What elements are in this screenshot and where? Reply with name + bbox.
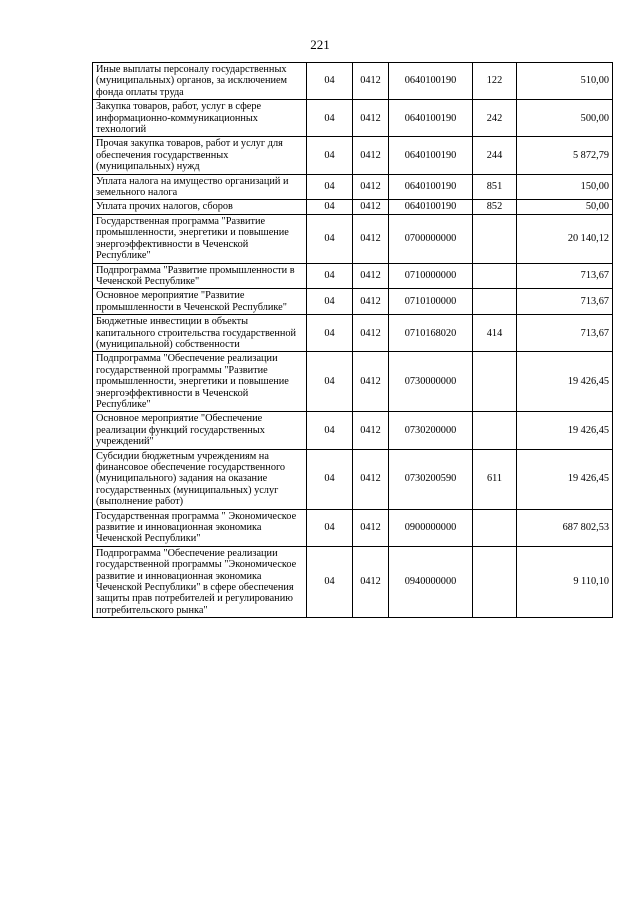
amount-cell: 50,00 — [517, 200, 613, 214]
expense-type-cell — [473, 214, 517, 263]
target-article-cell: 0900000000 — [389, 509, 473, 546]
section-code-cell: 04 — [307, 509, 353, 546]
expense-type-cell: 244 — [473, 137, 517, 174]
amount-cell: 510,00 — [517, 63, 613, 100]
target-article-cell: 0730200000 — [389, 412, 473, 449]
section-code-cell: 04 — [307, 214, 353, 263]
section-code-cell: 04 — [307, 100, 353, 137]
target-article-cell: 0640100190 — [389, 174, 473, 200]
table-row — [93, 412, 613, 449]
target-article-cell: 0710168020 — [389, 315, 473, 352]
table-row — [93, 174, 613, 200]
table-row — [93, 63, 613, 100]
row-name-cell: Основное мероприятие "Развитие промышленности в Чеченской Республике" — [93, 289, 307, 315]
subsection-code-cell: 0412 — [353, 546, 389, 617]
subsection-code-cell: 0412 — [353, 449, 389, 509]
table-row — [93, 100, 613, 137]
row-name-cell: Основное мероприятие "Обеспечение реализации функций государственных учреждений" — [93, 412, 307, 449]
expense-type-cell — [473, 352, 517, 412]
table-row — [93, 509, 613, 546]
row-name-cell: Подпрограмма "Развитие промышленности в Чеченской Республике" — [93, 263, 307, 289]
budget-table — [92, 62, 613, 618]
amount-cell: 687 802,53 — [517, 509, 613, 546]
row-name-cell: Прочая закупка товаров, работ и услуг для обеспечения государственных (муниципальных) нужд — [93, 137, 307, 174]
table-row — [93, 546, 613, 617]
row-name-cell: Иные выплаты персоналу государственных (муниципальных) органов, за исключением фонда оплаты труда — [93, 63, 307, 100]
amount-cell: 20 140,12 — [517, 214, 613, 263]
target-article-cell: 0700000000 — [389, 214, 473, 263]
expense-type-cell — [473, 263, 517, 289]
section-code-cell: 04 — [307, 412, 353, 449]
table-row — [93, 449, 613, 509]
target-article-cell: 0710100000 — [389, 289, 473, 315]
amount-cell: 19 426,45 — [517, 352, 613, 412]
page-number: 221 — [310, 37, 330, 52]
row-name-cell: Субсидии бюджетным учреждениям на финансовое обеспечение государственного (муниципального) задания на оказание государственных (муниципальных) услуг (выполнение работ) — [93, 449, 307, 509]
target-article-cell: 0730000000 — [389, 352, 473, 412]
subsection-code-cell: 0412 — [353, 263, 389, 289]
expense-type-cell — [473, 289, 517, 315]
section-code-cell: 04 — [307, 63, 353, 100]
amount-cell: 19 426,45 — [517, 449, 613, 509]
subsection-code-cell: 0412 — [353, 352, 389, 412]
expense-type-cell: 851 — [473, 174, 517, 200]
subsection-code-cell: 0412 — [353, 315, 389, 352]
target-article-cell: 0730200590 — [389, 449, 473, 509]
amount-cell: 9 110,10 — [517, 546, 613, 617]
amount-cell: 19 426,45 — [517, 412, 613, 449]
table-row — [93, 263, 613, 289]
amount-cell: 713,67 — [517, 315, 613, 352]
subsection-code-cell: 0412 — [353, 63, 389, 100]
amount-cell: 500,00 — [517, 100, 613, 137]
table-row — [93, 200, 613, 214]
expense-type-cell — [473, 412, 517, 449]
amount-cell: 150,00 — [517, 174, 613, 200]
section-code-cell: 04 — [307, 174, 353, 200]
expense-type-cell: 414 — [473, 315, 517, 352]
target-article-cell: 0640100190 — [389, 200, 473, 214]
section-code-cell: 04 — [307, 546, 353, 617]
subsection-code-cell: 0412 — [353, 174, 389, 200]
row-name-cell: Подпрограмма "Обеспечение реализации государственной программы "Экономическое развитие и инновационная экономика Чеченской Республики" в сфере обеспечения защиты прав потребителей и регулированию потребительского рынка" — [93, 546, 307, 617]
section-code-cell: 04 — [307, 263, 353, 289]
expense-type-cell: 852 — [473, 200, 517, 214]
section-code-cell: 04 — [307, 200, 353, 214]
subsection-code-cell: 0412 — [353, 509, 389, 546]
target-article-cell: 0710000000 — [389, 263, 473, 289]
expense-type-cell: 122 — [473, 63, 517, 100]
subsection-code-cell: 0412 — [353, 137, 389, 174]
target-article-cell: 0640100190 — [389, 100, 473, 137]
section-code-cell: 04 — [307, 315, 353, 352]
target-article-cell: 0640100190 — [389, 63, 473, 100]
table-row — [93, 214, 613, 263]
amount-cell: 713,67 — [517, 289, 613, 315]
subsection-code-cell: 0412 — [353, 214, 389, 263]
table-row — [93, 315, 613, 352]
subsection-code-cell: 0412 — [353, 289, 389, 315]
row-name-cell: Уплата налога на имущество организаций и земельного налога — [93, 174, 307, 200]
row-name-cell: Подпрограмма "Обеспечение реализации государственной программы "Развитие промышленности, энергетики и повышение энергоэффективности в Чеченской Республике" — [93, 352, 307, 412]
section-code-cell: 04 — [307, 137, 353, 174]
table-body — [93, 63, 613, 618]
table-row — [93, 137, 613, 174]
expense-type-cell — [473, 546, 517, 617]
amount-cell: 713,67 — [517, 263, 613, 289]
table-row — [93, 289, 613, 315]
row-name-cell: Государственная программа "Развитие промышленности, энергетики и повышение энергоэффективности в Чеченской Республике" — [93, 214, 307, 263]
subsection-code-cell: 0412 — [353, 100, 389, 137]
row-name-cell: Закупка товаров, работ, услуг в сфере информационно-коммуникационных технологий — [93, 100, 307, 137]
section-code-cell: 04 — [307, 449, 353, 509]
amount-cell: 5 872,79 — [517, 137, 613, 174]
subsection-code-cell: 0412 — [353, 412, 389, 449]
table-row — [93, 352, 613, 412]
expense-type-cell: 242 — [473, 100, 517, 137]
target-article-cell: 0940000000 — [389, 546, 473, 617]
target-article-cell: 0640100190 — [389, 137, 473, 174]
row-name-cell: Государственная программа " Экономическое развитие и инновационная экономика Чеченской Республики" — [93, 509, 307, 546]
expense-type-cell — [473, 509, 517, 546]
row-name-cell: Уплата прочих налогов, сборов — [93, 200, 307, 214]
row-name-cell: Бюджетные инвестиции в объекты капитального строительства государственной (муниципальной) собственности — [93, 315, 307, 352]
subsection-code-cell: 0412 — [353, 200, 389, 214]
section-code-cell: 04 — [307, 352, 353, 412]
section-code-cell: 04 — [307, 289, 353, 315]
expense-type-cell: 611 — [473, 449, 517, 509]
